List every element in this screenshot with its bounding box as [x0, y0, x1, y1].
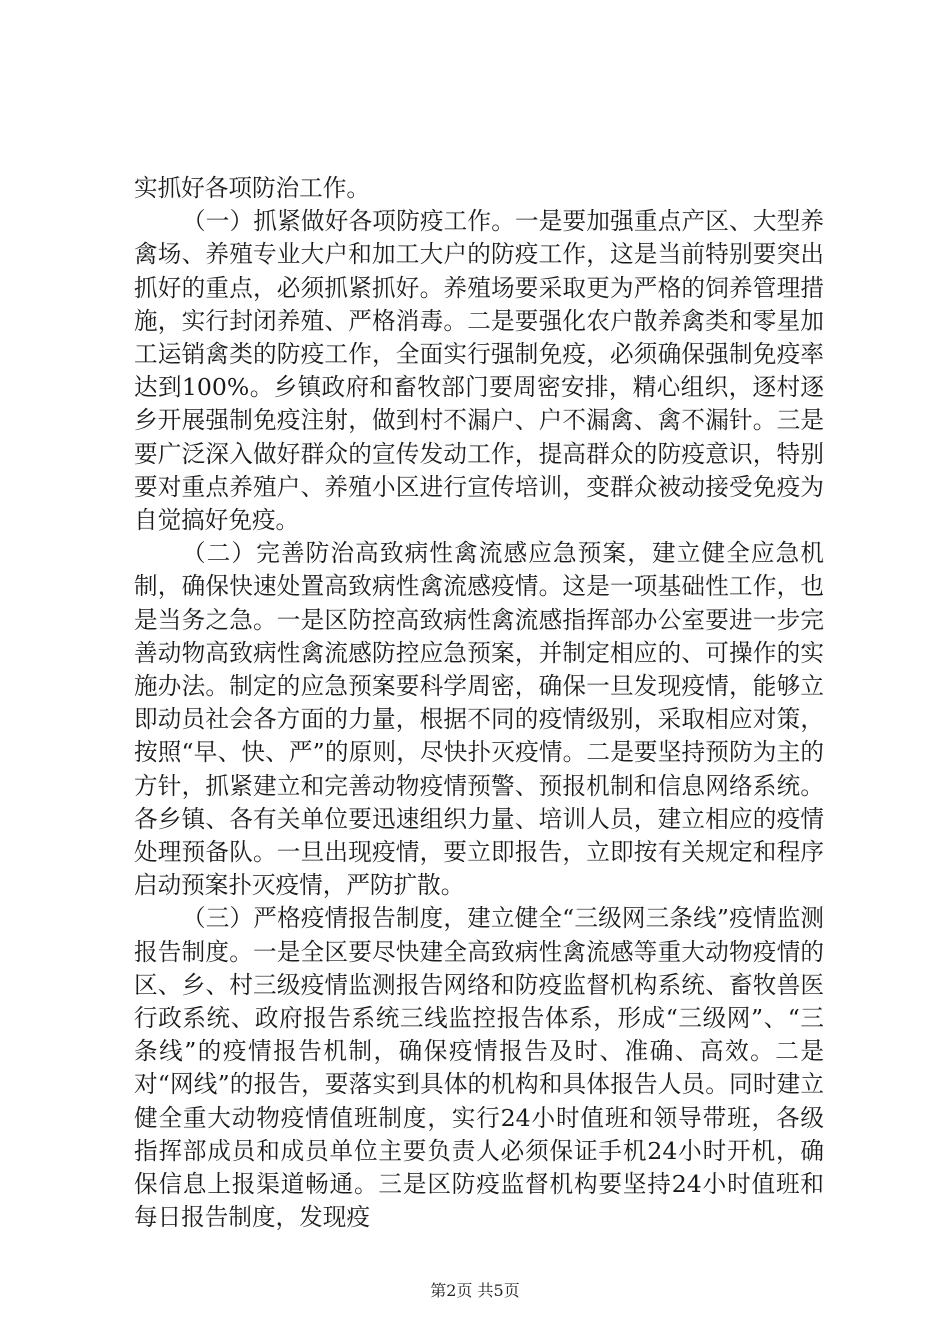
paragraph-continuation: 实抓好各项防治工作。 [134, 174, 370, 202]
paragraph-section-1: （一）抓紧做好各项防疫工作。一是要加强重点产区、大型养禽场、养殖专业大户和加工大户的防疫工作，这是当前特别要突出抓好的重点，必须抓紧抓好。养殖场要采取更为严格的饲养管理措施，实行封闭养殖、严格消毒。二是要强化农户散养禽类和零星加工运销禽类的防疫工作，全面实行强制免疫，必须确保强制免疫率达到100%。乡镇政府和畜牧部门要周密安排，精心组织，逐村逐乡开展强制免疫注射，做到村不漏户、户不漏禽、禽不漏针。三是要广泛深入做好群众的宣传发动工作，提高群众的防疫意识，特别要对重点养殖户、养殖小区进行宣传培训，变群众被动接受免疫为自觉搞好免疫。 [134, 207, 824, 535]
paragraph-section-2: （二）完善防治高致病性禽流感应急预案，建立健全应急机制，确保快速处置高致病性禽流感疫情。这是一项基础性工作，也是当务之急。一是区防控高致病性禽流感指挥部办公室要进一步完善动物高致病性禽流感防控应急预案，并制定相应的、可操作的实施办法。制定的应急预案要科学周密，确保一旦发现疫情，能够立即动员社会各方面的力量，根据不同的疫情级别，采取相应对策，按照“早、快、严”的原则，尽快扑灭疫情。二是要坚持预防为主的方针，抓紧建立和完善动物疫情预警、预报机制和信息网络系统。各乡镇、各有关单位要迅速组织力量、培训人员，建立相应的疫情处理预备队。一旦出现疫情，要立即报告，立即按有关规定和程序启动预案扑灭疫情，严防扩散。 [134, 539, 824, 900]
document-body [134, 172, 824, 1235]
paragraph-section-3: （三）严格疫情报告制度，建立健全“三级网三条线”疫情监测报告制度。一是全区要尽快建全高致病性禽流感等重大动物疫情的区、乡、村三级疫情监测报告网络和防疫监督机构系统、畜牧兽医行政系统、政府报告系统三线监控报告体系，形成“三级网”、“三条线”的疫情报告机制，确保疫情报告及时、准确、高效。二是对“网线”的报告，要落实到具体的机构和具体报告人员。同时建立健全重大动物疫情值班制度，实行24小时值班和领导带班，各级指挥部成员和成员单位主要负责人必须保证手机24小时开机，确保信息上报渠道畅通。三是区防疫监督机构要坚持24小时值班和每日报告制度，发现疫 [134, 904, 824, 1232]
page-number-footer: 第2页 共5页 [430, 1281, 520, 1300]
